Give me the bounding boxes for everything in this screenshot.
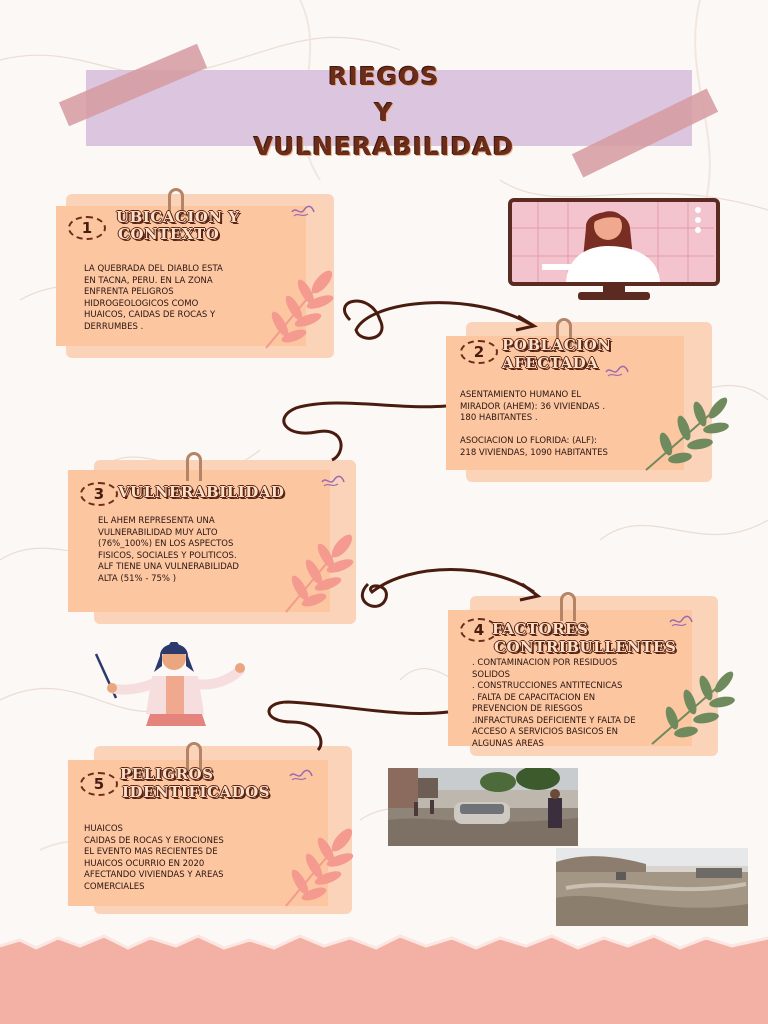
card-5-title-2: IDENTIFICADOS <box>122 783 270 801</box>
leaf-branch-icon <box>276 532 360 616</box>
leaf-branch-icon <box>640 394 734 474</box>
squiggle-icon <box>290 204 316 218</box>
card-5-text: HUAICOS CAIDAS DE ROCAS Y EROCIONES EL EVENTO MAS RECIENTES DE HUAICOS OCURRIO EN 2020 AFECTANDO VIVIENDAS Y AREAS COMERCIALES <box>84 824 224 892</box>
title-line-3: VULNERABILIDAD <box>253 132 515 161</box>
leaf-branch-icon <box>276 826 360 910</box>
squiggle-icon <box>668 614 694 628</box>
card-3-number: 3 <box>80 482 118 506</box>
torn-paper-footer <box>0 926 768 1024</box>
card-1-title-1: UBICACION Y <box>116 208 240 226</box>
title-line-1: RIEGOS <box>328 62 440 91</box>
title-line-2: Y <box>374 98 394 127</box>
flood-street-photo <box>388 768 578 846</box>
card-3-clip <box>186 452 202 481</box>
card-2-title-2: AFECTADA <box>502 354 599 372</box>
curved-arrow-icon <box>258 692 454 752</box>
curved-arrow-icon <box>350 562 550 618</box>
mudslide-landscape-photo <box>556 848 748 926</box>
card-4-title-2: CONTRIBULLENTES <box>494 638 677 656</box>
card-1-text: LA QUEBRADA DEL DIABLO ESTA EN TACNA, PERU. EN LA ZONA ENFRENTA PELIGROS HIDROGEOLOGICOS COMO HUAICOS, CAIDAS DE ROCAS Y DERRUMBES . <box>84 264 223 332</box>
card-4-number: 4 <box>460 618 498 642</box>
card-2-number: 2 <box>460 340 498 364</box>
squiggle-icon <box>320 474 346 488</box>
curved-arrow-icon <box>330 290 550 350</box>
card-3-text: EL AHEM REPRESENTA UNA VULNERABILIDAD MUY ALTO (76%_100%) EN LOS ASPECTOS FISICOS, SOCIALES Y POLITICOS. ALF TIENE UNA VULNERABILIDAD ALTA (51% - 75% ) <box>98 516 239 584</box>
card-5-title-1: PELIGROS <box>120 765 214 783</box>
card-4-title-1: FACTORES <box>492 620 589 638</box>
card-2-text: ASENTAMIENTO HUMANO EL MIRADOR (AHEM): 36 VIVIENDAS . 180 HABITANTES . ASOCIACION LO FLORIDA: (ALF): 218 VIVIENDAS, 1090 HABITANTES <box>460 390 608 458</box>
leaf-branch-icon <box>646 668 740 748</box>
card-5-number: 5 <box>80 772 118 796</box>
card-4-text: . CONTAMINACION POR RESIDUOS SOLIDOS . CONSTRUCCIONES ANTITECNICAS . FALTA DE CAPACITACION EN PREVENCION DE RIESGOS .INFRACTURAS DEFICIENTE Y FALTA DE ACCESO A SERVICIOS BASICOS EN ALGUNAS AREAS <box>472 658 636 749</box>
card-1-number: 1 <box>68 216 106 240</box>
teacher-illustration <box>94 642 254 732</box>
curved-arrow-icon <box>276 398 456 464</box>
leaf-branch-icon <box>256 268 340 352</box>
monitor-woman-illustration <box>508 198 720 302</box>
card-2-title-1: POBLACION <box>502 336 612 354</box>
squiggle-icon <box>604 364 630 378</box>
card-3-title-1: VULNERABILIDAD <box>118 483 285 501</box>
card-4-clip <box>560 592 576 621</box>
squiggle-icon <box>288 768 314 782</box>
card-1-title-2: CONTEXTO <box>118 225 220 243</box>
